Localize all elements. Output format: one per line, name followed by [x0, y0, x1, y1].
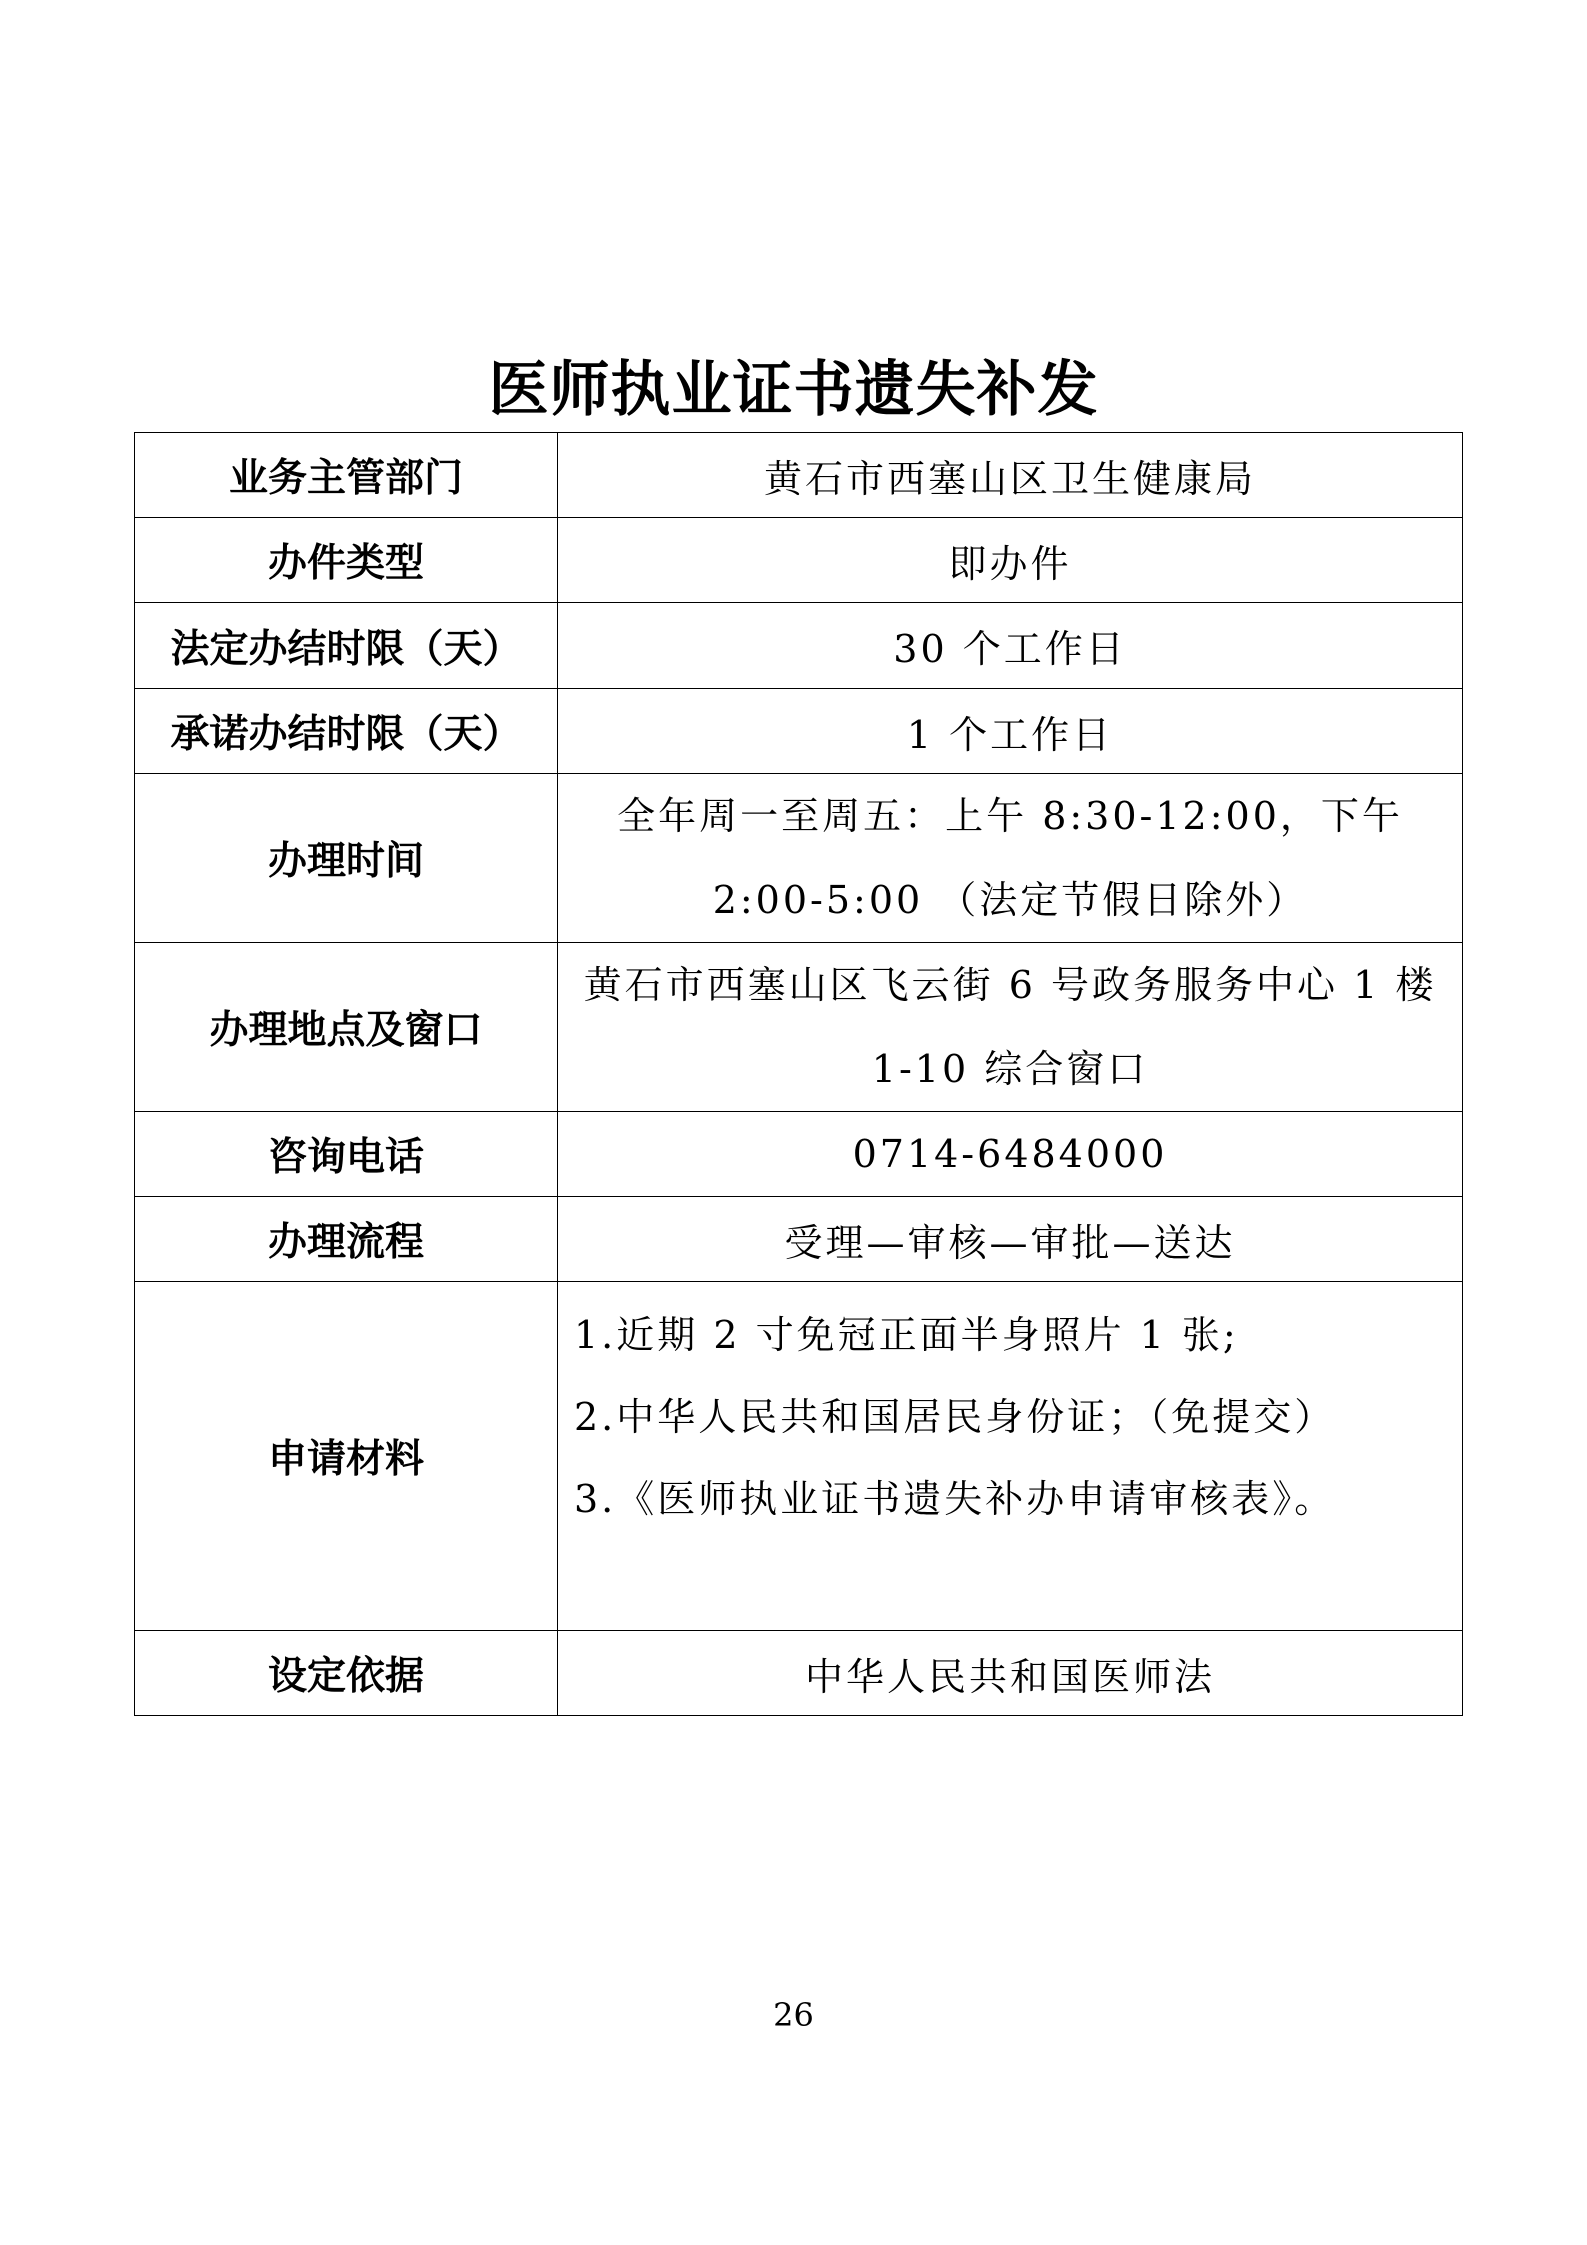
- material-item: 3.《医师执业证书遗失补办申请审核表》。: [574, 1477, 1336, 1521]
- row-value-phone: 0714-6484000: [558, 1112, 1463, 1197]
- office-hours-line: 2:00-5:00 （法定节假日除外）: [712, 878, 1308, 922]
- row-label-department: 业务主管部门: [135, 433, 558, 518]
- row-label-legal-deadline: 法定办结时限（天）: [135, 603, 558, 689]
- row-value-case-type: 即办件: [558, 518, 1463, 603]
- table-row: [135, 943, 1463, 1112]
- row-label-promised-deadline: 承诺办结时限（天）: [135, 689, 558, 774]
- material-item: 1.近期 2 寸免冠正面半身照片 1 张;: [574, 1313, 1239, 1357]
- location-line: 1-10 综合窗口: [871, 1047, 1149, 1091]
- info-table: [134, 432, 1463, 1716]
- table-row: [135, 1282, 1463, 1631]
- row-label-legal-basis: 设定依据: [135, 1631, 558, 1716]
- table-row: [135, 1112, 1463, 1197]
- table-row: [135, 603, 1463, 689]
- row-value-location: [558, 943, 1463, 1112]
- row-value-department: 黄石市西塞山区卫生健康局: [558, 433, 1463, 518]
- document-title: 医师执业证书遗失补发: [488, 355, 1099, 425]
- row-label-phone: 咨询电话: [135, 1112, 558, 1197]
- row-value-office-hours: [558, 774, 1463, 943]
- row-label-office-hours: 办理时间: [135, 774, 558, 943]
- row-value-legal-basis: 中华人民共和国医师法: [558, 1631, 1463, 1716]
- row-value-promised-deadline: 1 个工作日: [558, 689, 1463, 774]
- row-value-legal-deadline: 30 个工作日: [558, 603, 1463, 689]
- row-label-case-type: 办件类型: [135, 518, 558, 603]
- row-label-process: 办理流程: [135, 1197, 558, 1282]
- row-value-process: 受理—审核—审批—送达: [558, 1197, 1463, 1282]
- row-label-location: 办理地点及窗口: [135, 943, 558, 1112]
- office-hours-line: 全年周一至周五：上午 8:30-12:00，下午: [617, 794, 1403, 838]
- table-row: [135, 518, 1463, 603]
- table-row: [135, 433, 1463, 518]
- row-label-materials: 申请材料: [135, 1282, 558, 1631]
- table-row: [135, 1631, 1463, 1716]
- table-row: [135, 1197, 1463, 1282]
- location-line: 黄石市西塞山区飞云街 6 号政务服务中心 1 楼: [583, 963, 1437, 1007]
- material-item: 2.中华人民共和国居民身份证；（免提交）: [574, 1395, 1336, 1439]
- page-number: 26: [773, 1996, 814, 2034]
- row-value-materials: [558, 1282, 1463, 1631]
- table-row: [135, 689, 1463, 774]
- table-row: [135, 774, 1463, 943]
